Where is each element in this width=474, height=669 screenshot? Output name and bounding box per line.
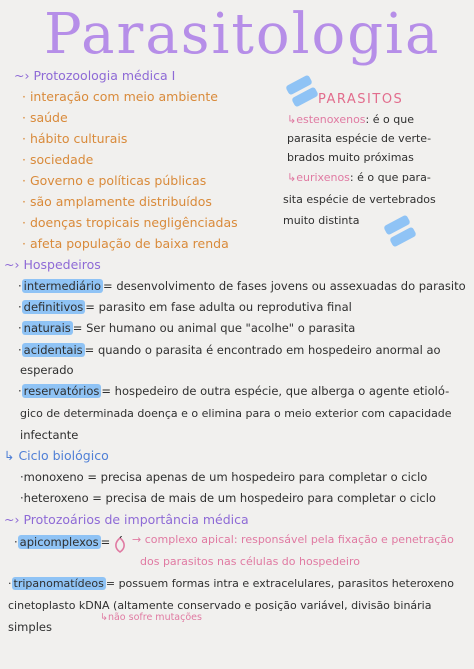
intermediario-term: intermediário — [23, 279, 102, 293]
ciclo-header: ↳ Ciclo biológico — [4, 448, 109, 463]
eurixenos-def: sita espécie de vertebrados — [283, 193, 436, 206]
reservatorios-def: hospedeiro de outra espécie, que alberga o agente etioló- — [114, 384, 450, 398]
protozoologia-item: · saúde — [22, 110, 68, 125]
apicomplexos-def: → complexo apical: responsável pela fixação e penetração — [132, 533, 454, 546]
protozoologia-item: · Governo e políticas públicas — [22, 173, 207, 188]
monoxeno-text: monoxeno = precisa apenas de um hospedeiro para completar o ciclo — [23, 470, 428, 484]
page-title: Parasitologia — [44, 2, 441, 67]
protozoologia-item: · hábito culturais — [22, 131, 128, 146]
protozoarios-header-text: Protozoários de importância médica — [23, 512, 249, 527]
ciclo-header-text: Ciclo biológico — [18, 448, 109, 463]
apicomplexos-def-cont: dos parasitos nas células do hospedeiro — [140, 555, 360, 568]
kdna-note: ↳não sofre mutações — [100, 612, 202, 623]
reservatorios-def-cont: infectante — [20, 428, 79, 442]
protozoarios-header: ~› Protozoários de importância médica — [4, 512, 249, 527]
protozoologia-item: · afeta população de baixa renda — [22, 236, 229, 251]
apicomplexos-line: · apicomplexos = — [14, 535, 111, 549]
hospedeiro-reservatorios: · reservatórios = hospedeiro de outra espécie, que alberga o agente etioló- — [18, 384, 450, 398]
eurixenos-term: eurixenos — [296, 171, 350, 184]
protozoologia-item-text: saúde — [29, 110, 68, 125]
reservatorios-term: reservatórios — [23, 384, 100, 398]
hospedeiro-acidentais: · acidentais = quando o parasita é encontrado em hospedeiro anormal ao — [18, 343, 441, 357]
apicomplexos-term: apicomplexos — [19, 535, 99, 549]
definitivos-term: definitivos — [23, 300, 84, 314]
heteroxeno-text: heteroxeno = precisa de mais de um hospedeiro para completar o ciclo — [23, 491, 436, 505]
tripanomatideos-def-cont: cinetoplasto kDNA (altamente conservado e posição variável, divisão binária — [8, 599, 432, 612]
protozoologia-item: · sociedade — [22, 152, 94, 167]
protozoologia-item: · doenças tropicais negligênciadas — [22, 215, 238, 230]
protozoologia-item-text: sociedade — [29, 152, 94, 167]
intermediario-def: desenvolvimento de fases jovens ou assexuadas do parasito — [116, 279, 466, 293]
acidentais-term: acidentais — [23, 343, 83, 357]
tripanomatideos-def-cont: simples — [8, 620, 52, 634]
estenoxenos-line: ↳estenoxenos: é o que — [287, 113, 414, 126]
protozoologia-item-text: Governo e políticas públicas — [29, 173, 207, 188]
tripanomatideos-def: possuem formas intra e extracelulares, parasitos heteroxeno — [118, 577, 454, 590]
apical-complex-icon — [113, 536, 127, 554]
reservatorios-def-cont: gico de determinada doença e o elimina para o meio exterior com capacidade — [20, 407, 452, 420]
tripanomatideos-term: tripanomatídeos — [13, 577, 104, 590]
protozoologia-item-text: hábito culturais — [29, 131, 128, 146]
protozoologia-item-text: interação com meio ambiente — [29, 89, 218, 104]
apicomplexos-def-text: complexo apical: responsável pela fixação e penetração — [144, 533, 454, 546]
protozoologia-item: · interação com meio ambiente — [22, 89, 218, 104]
naturais-term: naturais — [23, 321, 71, 335]
eurixenos-line: ↳eurixenos: é o que para- — [287, 171, 431, 184]
protozoologia-item-text: são amplamente distribuídos — [29, 194, 212, 209]
protozoologia-header-text: Protozoologia médica I — [33, 68, 176, 83]
protozoologia-item-text: doenças tropicais negligênciadas — [29, 215, 238, 230]
definitivos-def: parasito em fase adulta ou reprodutiva final — [98, 300, 352, 314]
protozoologia-item-text: afeta população de baixa renda — [29, 236, 229, 251]
parasitos-heading: PARASITOS — [318, 92, 404, 107]
hospedeiros-header-text: Hospedeiros — [23, 257, 101, 272]
protozoologia-header: ~› Protozoologia médica I — [14, 68, 176, 83]
hospedeiros-header: ~› Hospedeiros — [4, 257, 101, 272]
acidentais-def: quando o parasita é encontrado em hospedeiro anormal ao — [97, 343, 441, 357]
estenoxenos-def: brados muito próximas — [287, 151, 414, 164]
acidentais-def-cont: esperado — [20, 363, 74, 377]
ciclo-heteroxeno: ·heteroxeno = precisa de mais de um hospedeiro para completar o ciclo — [20, 491, 436, 505]
hospedeiro-intermediario: · intermediário = desenvolvimento de fases jovens ou assexuadas do parasito — [18, 279, 466, 293]
protozoologia-item: · são amplamente distribuídos — [22, 194, 212, 209]
eurixenos-def: muito distinta — [283, 214, 360, 227]
hospedeiro-naturais: · naturais = Ser humano ou animal que "acolhe" o parasita — [18, 321, 356, 335]
tripanomatideos-line: · tripanomatídeos = possuem formas intra e extracelulares, parasitos heteroxeno — [8, 577, 454, 590]
ciclo-monoxeno: ·monoxeno = precisa apenas de um hospedeiro para completar o ciclo — [20, 470, 428, 484]
estenoxenos-def: : é o que — [365, 113, 414, 126]
hospedeiro-definitivos: · definitivos = parasito em fase adulta ou reprodutiva final — [18, 300, 352, 314]
estenoxenos-def: parasita espécie de verte- — [287, 132, 432, 145]
kdna-note-text: não sofre mutações — [107, 612, 202, 623]
eurixenos-def: : é o que para- — [349, 171, 431, 184]
naturais-def: Ser humano ou animal que "acolhe" o parasita — [86, 321, 356, 335]
estenoxenos-term: estenoxenos — [296, 113, 366, 126]
